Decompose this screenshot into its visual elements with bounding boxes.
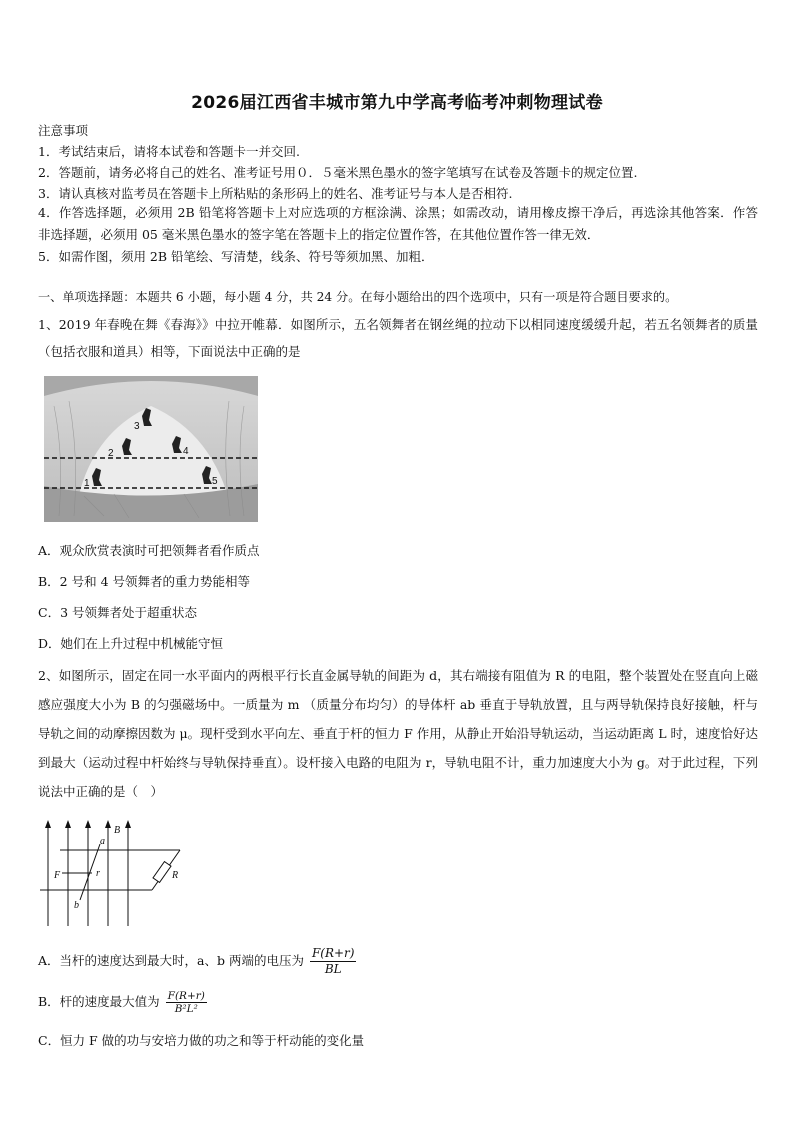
q1-stage-photo bbox=[44, 376, 258, 522]
q1-option-b: B．2 号和 4 号领舞者的重力势能相等 bbox=[38, 574, 251, 589]
notice-heading: 注意事项 bbox=[38, 123, 89, 138]
notice-item-2: 2．答题前，请务必将自己的姓名、准考证号用０．５毫米黑色墨水的签字笔填写在试卷及答题卡的规定位置. bbox=[38, 165, 638, 180]
q1-option-a: A．观众欣赏表演时可把领舞者看作质点 bbox=[38, 543, 260, 558]
label-B: B bbox=[114, 825, 121, 836]
q1-option-d: D．她们在上升过程中机械能守恒 bbox=[38, 636, 224, 651]
dancer-label-2: 2 bbox=[108, 448, 114, 459]
section-heading: 一、单项选择题：本题共 6 小题，每小题 4 分，共 24 分。在每小题给出的四个选项中，只有一项是符合题目要求的。 bbox=[38, 290, 678, 304]
fraction-numerator: F(R+r) bbox=[167, 990, 205, 1002]
label-R: R bbox=[172, 870, 179, 881]
dancer-label-3: 3 bbox=[134, 421, 140, 432]
q2-option-a-fraction bbox=[310, 946, 357, 977]
label-a: a bbox=[100, 836, 105, 847]
dancer-label-1: 1 bbox=[84, 478, 90, 489]
q2-option-b bbox=[38, 990, 207, 1015]
fraction-denominator: B²L² bbox=[174, 1003, 198, 1015]
label-F: F bbox=[54, 870, 61, 881]
q2-option-b-fraction bbox=[166, 990, 207, 1015]
notice-item-3: 3．请认真核对监考员在答题卡上所粘贴的条形码上的姓名、准考证号与本人是否相符. bbox=[38, 186, 513, 201]
page-title: 2026届江西省丰城市第九中学高考临考冲刺物理试卷 bbox=[191, 93, 603, 113]
q1-option-c: C．3 号领舞者处于超重状态 bbox=[38, 605, 197, 620]
q1-stem: 1、2019 年春晚在舞《春海》》中拉开帷幕．如图所示，五名领舞者在钢丝绳的拉动下以相同速度缓缓升起，若五名领舞者的质量（包括衣服和道具）相等，下面说法中正确的是 bbox=[38, 317, 758, 359]
fraction-numerator: F(R+r) bbox=[311, 946, 355, 960]
q2-option-a bbox=[38, 946, 356, 977]
label-b: b bbox=[74, 900, 79, 911]
fraction-denominator: BL bbox=[324, 962, 342, 976]
dancer-label-5: 5 bbox=[212, 476, 218, 487]
label-r: r bbox=[96, 868, 100, 879]
q2-option-c: C．恒力 F 做的功与安培力做的功之和等于杆动能的变化量 bbox=[38, 1033, 365, 1048]
q2-stem: 2、如图所示，固定在同一水平面内的两根平行长直金属导轨的间距为 d，其右端接有阻值为 R 的电阻，整个装置处在竖直向上磁感应强度大小为 B 的匀强磁场中。一质量为 m （质量分布均匀）的导体杆 ab 垂直于导轨放置，且与两导轨保持良好接触，杆与导轨之间的动摩擦因数为 μ。现杆受到水平向左、垂直于杆的恒力 F 作用，从静止开始沿导轨运动，当运动距离 L 时，速度恰好达到最大（运动过程中杆始终与导轨保持垂直）。设杆接入电路的电阻为 r，导轨电阻不计，重力加速度大小为 g。对于此过程，下列说法中正确的是（ ） bbox=[38, 668, 758, 799]
dancer-label-4: 4 bbox=[183, 446, 189, 457]
q2-option-b-text: B．杆的速度最大值为 bbox=[38, 994, 160, 1009]
notice-item-4: 4．作答选择题，必须用 2B 铅笔将答题卡上对应选项的方框涂满、涂黑；如需改动，请用橡皮擦干净后，再选涂其他答案．作答非选择题，必须用 05 毫米黑色墨水的签字笔在答题卡上的指定位置作答，在其他位置作答一律无效． bbox=[38, 205, 758, 242]
q2-circuit-diagram bbox=[40, 820, 190, 926]
notice-item-1: 1．考试结束后，请将本试卷和答题卡一并交回. bbox=[38, 144, 300, 159]
q2-option-a-text: A．当杆的速度达到最大时，a、b 两端的电压为 bbox=[38, 953, 304, 968]
notice-item-5: 5．如需作图，须用 2B 铅笔绘、写清楚，线条、符号等须加黑、加粗． bbox=[38, 249, 434, 264]
